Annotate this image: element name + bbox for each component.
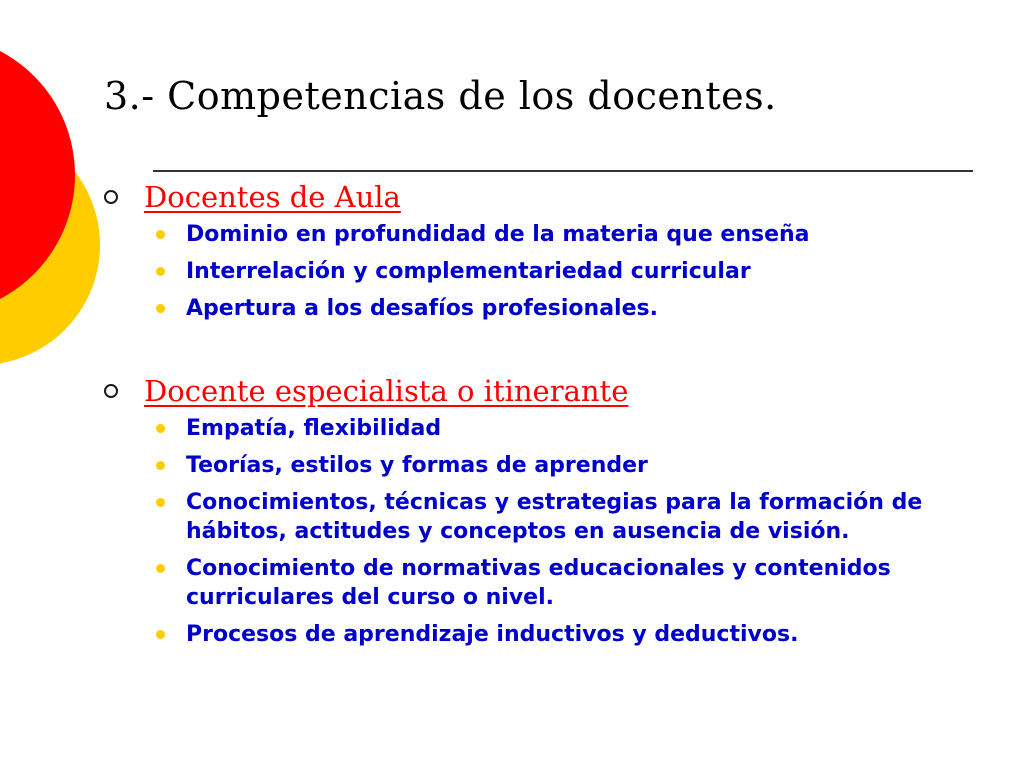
slide-title: 3.- Competencias de los docentes. [104,74,777,118]
yellow-dot-bullet-icon [156,630,165,639]
list-item-text: Conocimiento de normativas educacionales y contenidos curriculares del curso o nivel. [186,556,891,610]
list-item-text: Empatía, flexibilidad [186,416,442,441]
bullet-list [104,220,984,323]
list-item-text: Apertura a los desafíos profesionales. [186,296,658,321]
red-circle [0,35,75,315]
section-docente-especialista [104,374,984,657]
section-heading-row [104,180,984,220]
yellow-dot-bullet-icon [156,267,165,276]
list-item [104,488,984,546]
yellow-dot-bullet-icon [156,461,165,470]
list-item-text: Interrelación y complementariedad curricular [186,259,751,284]
section-docentes-de-aula [104,180,984,331]
list-item [104,414,984,443]
list-item-text: Procesos de aprendizaje inductivos y deductivos. [186,622,799,647]
hollow-circle-bullet-icon [104,190,118,204]
title-divider [153,170,973,172]
list-item [104,220,984,249]
list-item-text: Dominio en profundidad de la materia que enseña [186,222,810,247]
yellow-dot-bullet-icon [156,230,165,239]
list-item [104,620,984,649]
section-heading: Docentes de Aula [144,180,401,214]
yellow-dot-bullet-icon [156,564,165,573]
list-item [104,554,984,612]
bullet-list [104,414,984,649]
section-heading-row [104,374,984,414]
yellow-dot-bullet-icon [156,424,165,433]
list-item [104,451,984,480]
yellow-dot-bullet-icon [156,304,165,313]
section-heading: Docente especialista o itinerante [144,374,629,408]
yellow-dot-bullet-icon [156,498,165,507]
hollow-circle-bullet-icon [104,384,118,398]
list-item [104,294,984,323]
list-item-text: Conocimientos, técnicas y estrategias para la formación de hábitos, actitudes y conceptos en ausencia de visión. [186,490,923,544]
list-item-text: Teorías, estilos y formas de aprender [186,453,648,478]
yellow-circle [0,125,100,365]
list-item [104,257,984,286]
